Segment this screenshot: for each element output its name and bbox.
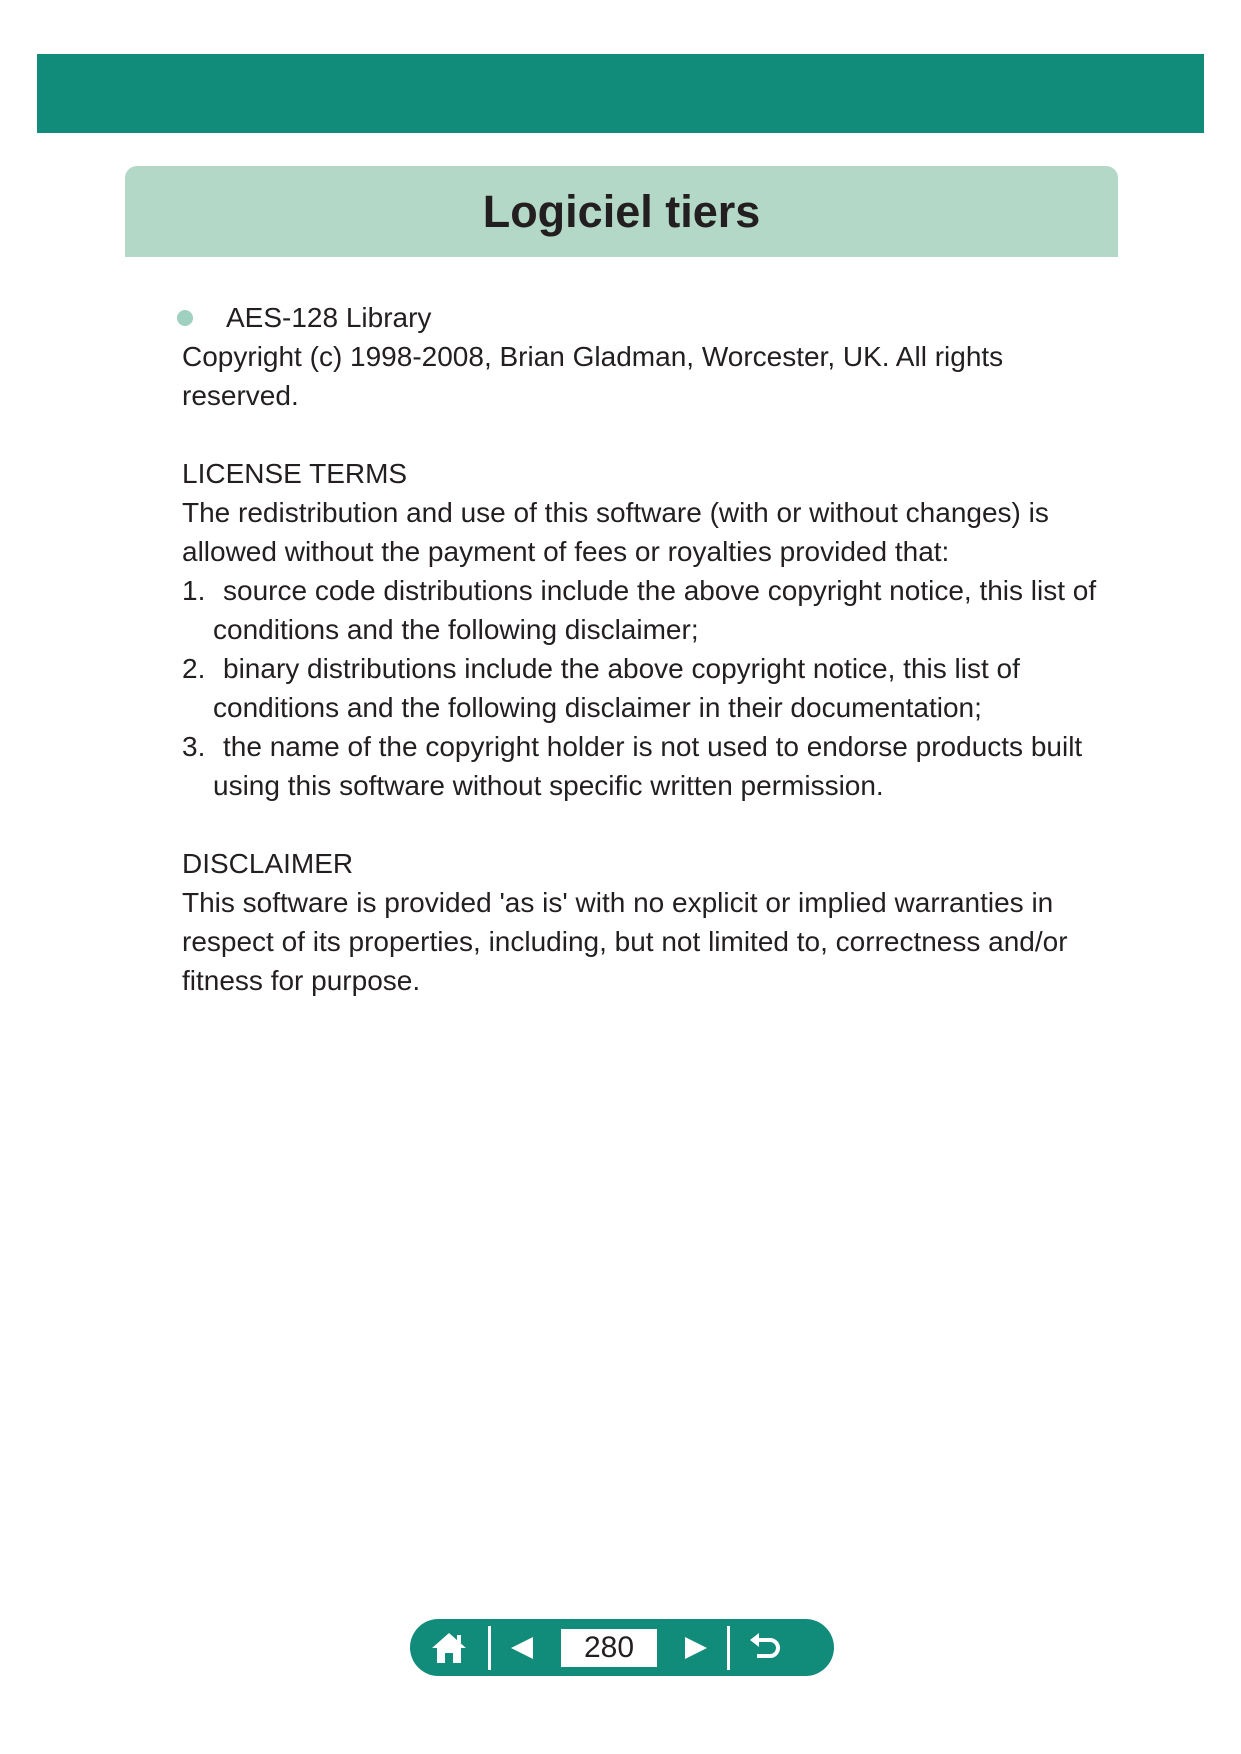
- page-navigation-bar: [410, 1619, 834, 1676]
- condition-item: [182, 649, 1122, 727]
- license-heading: LICENSE TERMS: [182, 458, 408, 489]
- previous-page-button[interactable]: [491, 1619, 553, 1676]
- return-button[interactable]: [730, 1619, 800, 1676]
- condition-item: [182, 571, 1122, 649]
- condition-text: source code distributions include the above copyright notice, this list of conditions and the following disclaimer;: [213, 575, 1097, 645]
- arrow-right-icon: [683, 1635, 709, 1661]
- page-number: 280: [561, 1629, 657, 1667]
- disclaimer-text: This software is provided 'as is' with no explicit or implied warranties in respect of its properties, including, but not limited to, correctness and/or fitness for purpose.: [182, 887, 1068, 996]
- condition-number: 3.: [182, 731, 206, 762]
- home-button[interactable]: [410, 1619, 488, 1676]
- bullet-icon: [177, 310, 193, 326]
- condition-item: [182, 727, 1122, 805]
- return-icon: [748, 1633, 782, 1663]
- condition-number: 1.: [182, 575, 206, 606]
- title-box: [125, 166, 1118, 257]
- library-name: AES-128 Library: [226, 302, 432, 333]
- home-icon: [430, 1631, 468, 1665]
- top-banner: [37, 54, 1204, 133]
- license-intro: The redistribution and use of this software (with or without changes) is allowed without the payment of fees or royalties provided that:: [182, 497, 1049, 567]
- page-title: Logiciel tiers: [482, 185, 761, 237]
- copyright-text: Copyright (c) 1998-2008, Brian Gladman, Worcester, UK. All rights reserved.: [182, 341, 1004, 411]
- condition-text: the name of the copyright holder is not used to endorse products built using this software without specific written permission.: [213, 731, 1083, 801]
- disclaimer-heading: DISCLAIMER: [182, 848, 354, 879]
- next-page-button[interactable]: [665, 1619, 727, 1676]
- condition-text: binary distributions include the above copyright notice, this list of conditions and the following disclaimer in their documentation;: [213, 653, 1020, 723]
- condition-number: 2.: [182, 653, 206, 684]
- arrow-left-icon: [509, 1635, 535, 1661]
- content-body: [182, 298, 1122, 1000]
- library-title: [182, 298, 1122, 337]
